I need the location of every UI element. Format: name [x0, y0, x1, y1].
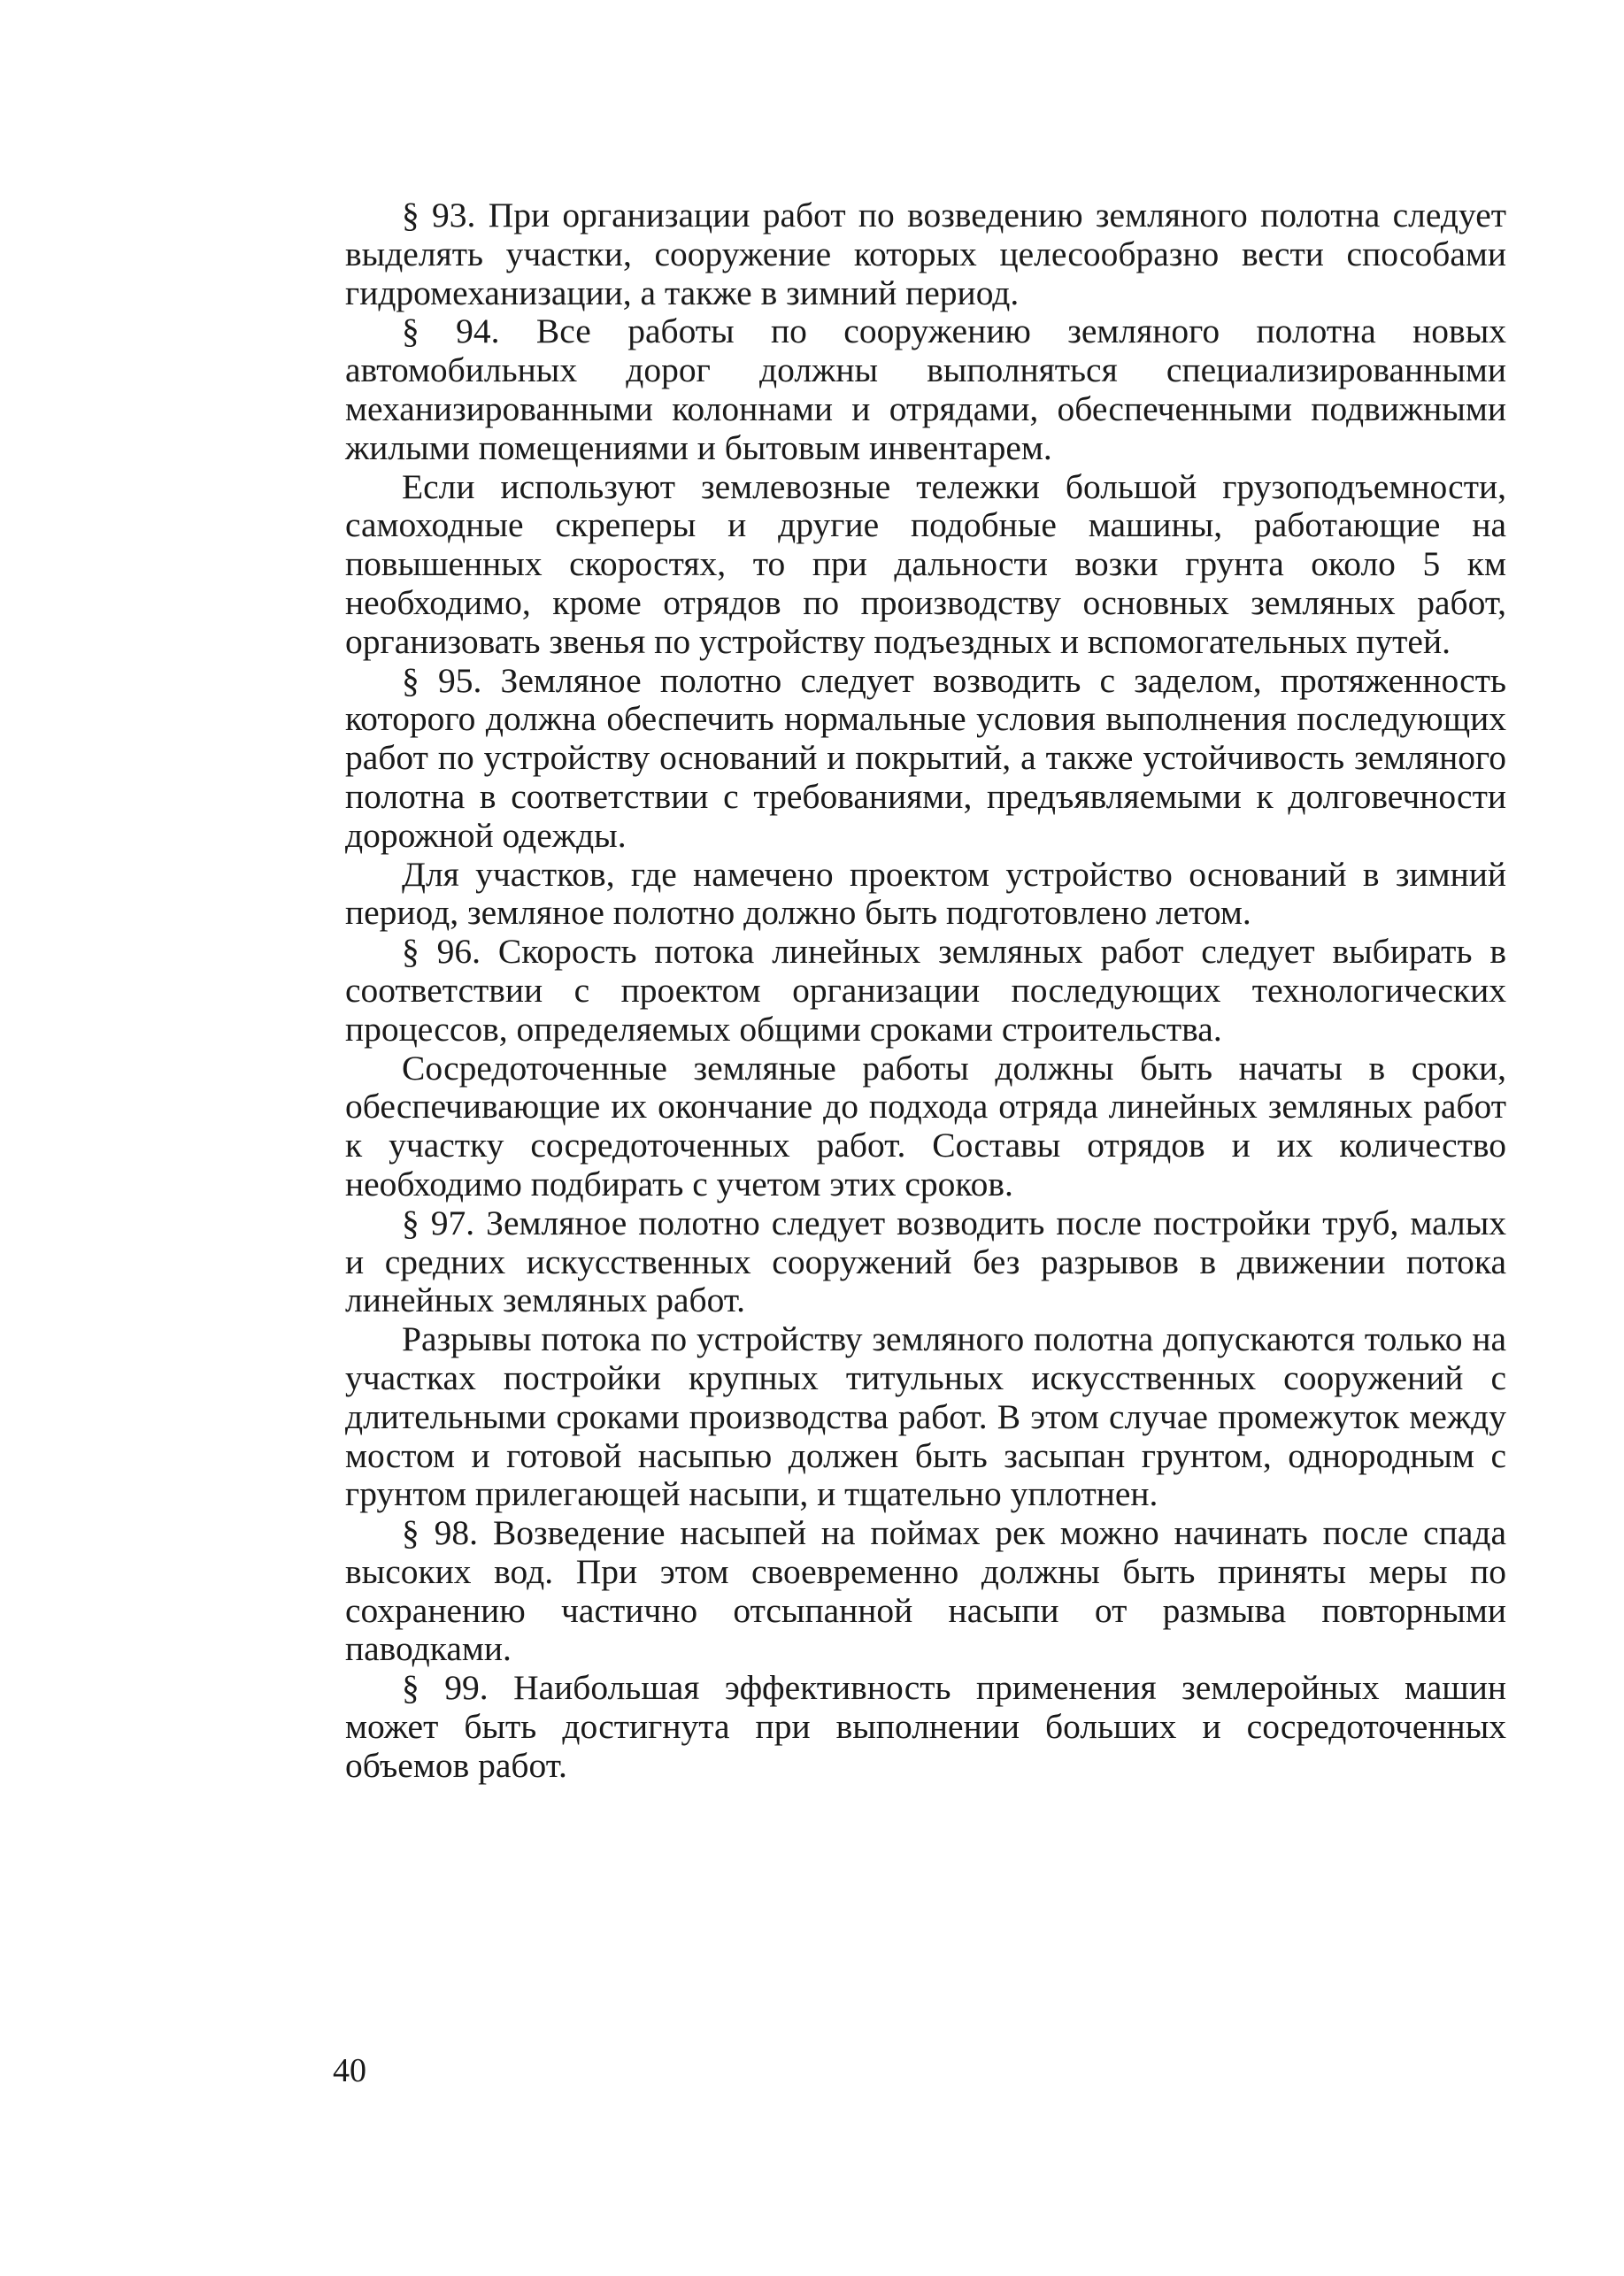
- paragraph-95-cont: Для участков, где намечено проектом устройство оснований в зимний период, земляное полотно должно быть подготовлено летом.: [345, 854, 1506, 933]
- paragraph-97: § 97. Земляное полотно следует возводить после постройки труб, малых и средних искусственных сооружений без разрывов в движении потока линейных земляных работ.: [345, 1203, 1506, 1320]
- page-number: 40: [333, 2052, 366, 2089]
- paragraph-95: § 95. Земляное полотно следует возводить с заделом, протяженность которого должна обеспечить нормальные условия выполнения последующих работ по устройству оснований и покрытий, а также устойчивость земляного полотна в соответствии с требованиями, предъявляемыми к долговечности дорожной одежды.: [345, 660, 1506, 855]
- paragraph-93: § 93. При организации работ по возведению земляного полотна следует выделять участки, сооружение которых целесообразно вести способами гидромеханизации, а также в зимний период.: [345, 196, 1506, 312]
- paragraph-97-cont: Разрывы потока по устройству земляного полотна допускаются только на участках постройки крупных титульных искусственных сооружений с длительными сроками производства работ. В этом случае промежуток между мостом и готовой насыпью должен быть засыпан грунтом, однородным с грунтом прилегающей насыпи, и тщательно уплотнен.: [345, 1319, 1506, 1514]
- paragraph-98: § 98. Возведение насыпей на поймах рек можно начинать после спада высоких вод. При этом своевременно должны быть приняты меры по сохранению частично отсыпанной насыпи от размыва повторными паводками.: [345, 1513, 1506, 1669]
- paragraph-99: § 99. Наибольшая эффективность применения землеройных машин может быть достигнута при выполнении больших и сосредоточенных объемов работ.: [345, 1668, 1506, 1785]
- paragraph-94-cont: Если используют землевозные тележки большой грузоподъемности, самоходные скреперы и другие подобные машины, работающие на повышенных скоростях, то при дальности возки грунта около 5 км необходимо, кроме отрядов по производству основных земляных работ, организовать звенья по устройству подъездных и вспомогательных путей.: [345, 466, 1506, 661]
- paragraph-96: § 96. Скорость потока линейных земляных работ следует выбирать в соответствии с проектом организации последующих технологических процессов, определяемых общими сроками строительства.: [345, 932, 1506, 1049]
- paragraph-96-cont: Сосредоточенные земляные работы должны быть начаты в сроки, обеспечивающие их окончание до подхода отряда линейных земляных работ к участку сосредоточенных работ. Составы отрядов и их количество необходимо подбирать с учетом этих сроков.: [345, 1048, 1506, 1203]
- paragraph-94: § 94. Все работы по сооружению земляного полотна новых автомобильных дорог должны выполняться специализированными механизированными колоннами и отрядами, обеспеченными подвижными жилыми помещениями и бытовым инвентарем.: [345, 311, 1506, 467]
- body-text: [345, 196, 1506, 1786]
